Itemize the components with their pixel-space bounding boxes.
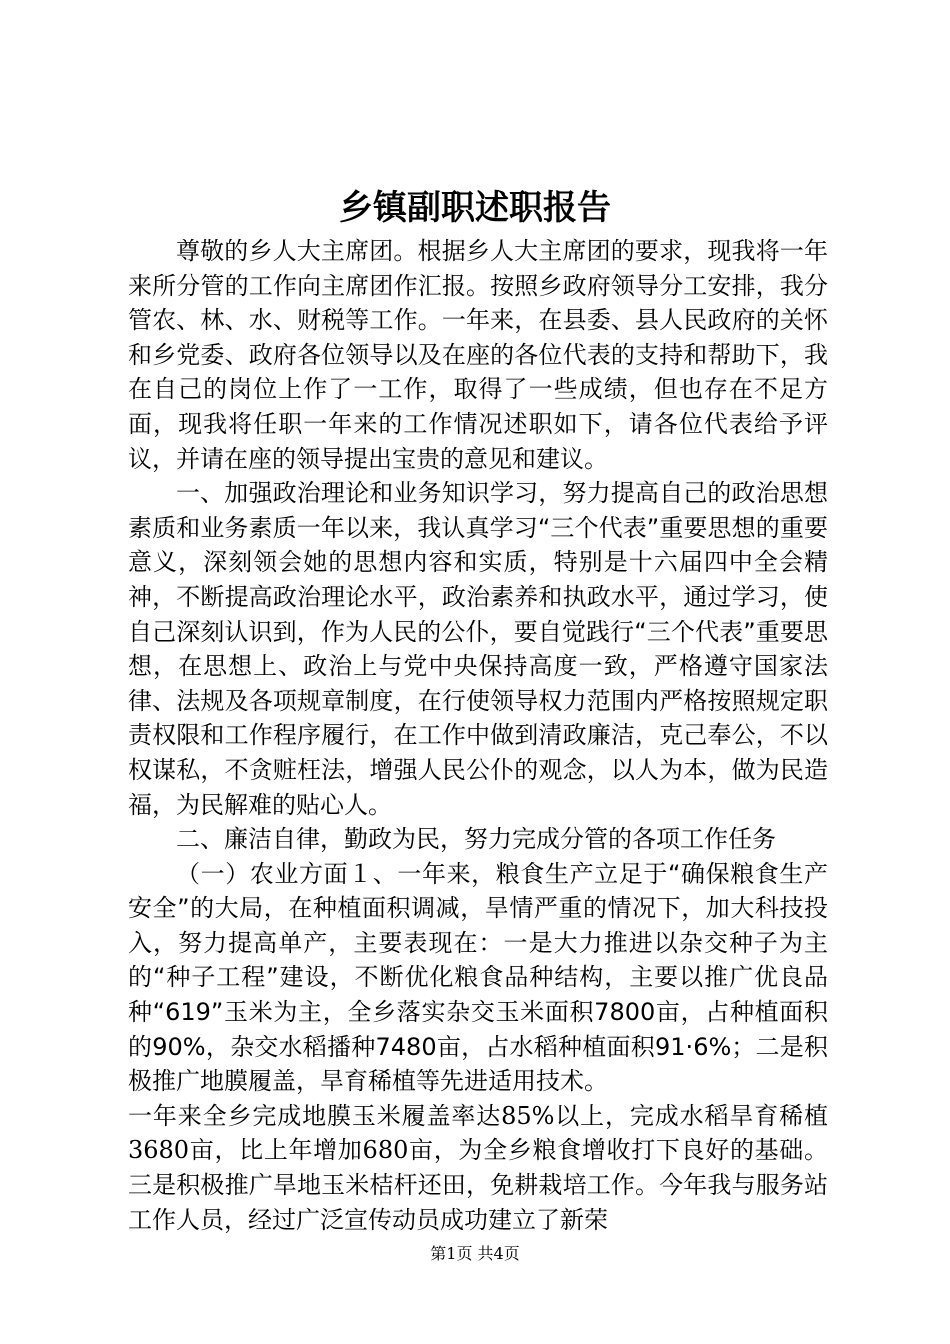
paragraph-intro: 尊敬的乡人大主席团。根据乡人大主席团的要求，现我将一年来所分管的工作向主席团作汇报。按照乡政府领导分工安排，我分管农、林、水、财税等工作。一年来，在县委、县人民政府的关怀和乡党委、政府各位领导以及在座的各位代表的支持和帮助下，我在自己的岗位上作了一工作，取得了一些成绩，但也存在不足方面，现我将任职一年来的工作情况述职如下，请各位代表给予评议，并请在座的领导提出宝贵的意见和建议。 xyxy=(128,237,828,473)
paragraph-section-two-heading: 二、廉洁自律，勤政为民，努力完成分管的各项工作任务 xyxy=(176,825,776,854)
document-body xyxy=(128,234,828,1237)
page-number-footer: 第1页 共4页 xyxy=(430,1244,520,1263)
paragraph-section-one: 一、加强政治理论和业务知识学习，努力提高自己的政治思想素质和业务素质一年以来，我认真学习“三个代表”重要思想的重要意义，深刻领会她的思想内容和实质，特别是十六届四中全会精神，不断提高政治理论水平，政治素养和执政水平，通过学习，使自己深刻认识到，作为人民的公仆，要自觉践行“三个代表”重要思想，在思想上、政治上与党中央保持高度一致，严格遵守国家法律、法规及各项规章制度，在行使领导权力范围内严格按照规定职责权限和工作程序履行，在工作中做到清政廉洁，克己奉公，不以权谋私，不贪赃枉法，增强人民公仆的观念，以人为本，做为民造福，为民解难的贴心人。 xyxy=(128,479,828,819)
document-title: 乡镇副职述职报告 xyxy=(339,188,611,228)
paragraph-agriculture: （一）农业方面１、一年来，粮食生产立足于“确保粮食生产安全”的大局，在种植面积调减，旱情严重的情况下，加大科技投入，努力提高单产，主要表现在：一是大力推进以杂交种子为主的“种子工程”建设，不断优化粮食品种结构，主要以推广优良品种“619”玉米为主，全乡落实杂交玉米面积7800亩，占种植面积的90%，杂交水稻播种7480亩，占水稻种植面积91·6%；二是积极推广地膜履盖，旱育稀植等先进适用技术。 xyxy=(128,859,828,1096)
paragraph-agriculture-continued: 一年来全乡完成地膜玉米履盖率达85%以上，完成水稻旱育稀植3680亩，比上年增加680亩，为全乡粮食增收打下良好的基础。三是积极推广旱地玉米桔杆还田，免耕栽培工作。今年我与服务站工作人员，经过广泛宣传动员成功建立了新荣 xyxy=(128,1101,828,1234)
